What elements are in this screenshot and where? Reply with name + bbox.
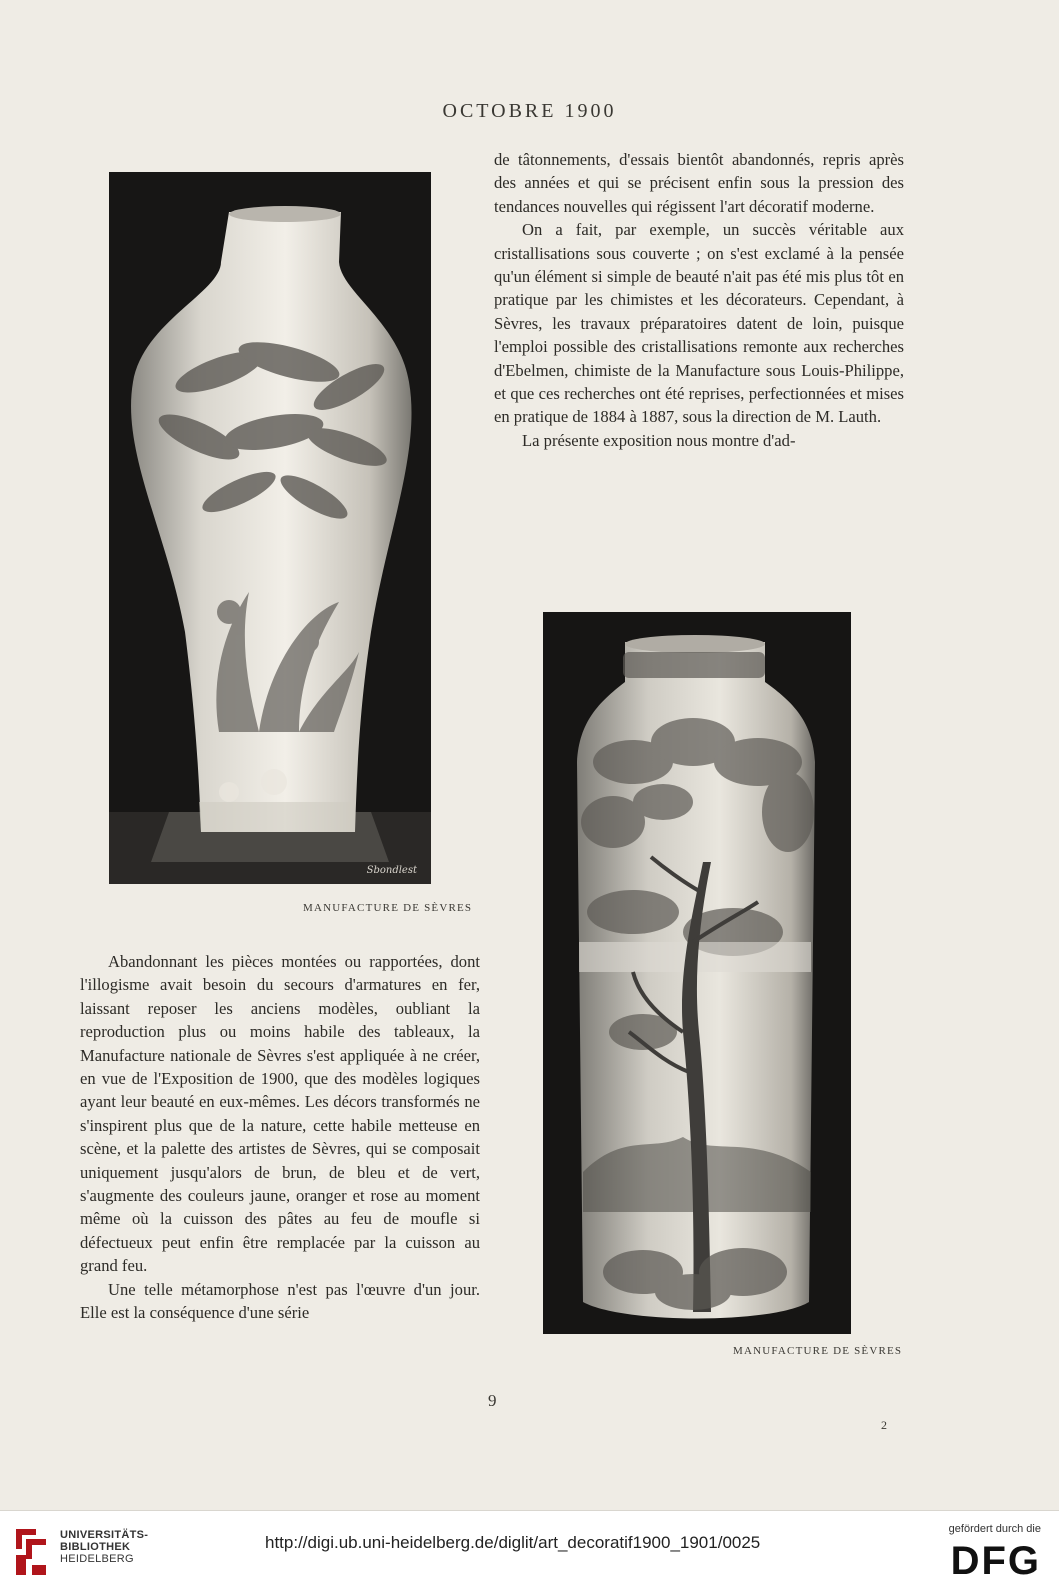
library-line: HEIDELBERG [60,1553,134,1565]
dfg-logo: DFG [950,1539,1041,1583]
library-line: BIBLIOTHEK [60,1541,131,1553]
running-head: OCTOBRE 1900 [442,100,617,122]
paragraph: Une telle métamorphose n'est pas l'œuvre d'un jour. Elle est la conséquence d'une série [80,1279,480,1323]
vase-pine-image [543,612,851,1334]
library-line: UNIVERSITÄTS- [60,1529,149,1541]
text-column-right-top [494,148,904,452]
vase-birds-image [109,172,431,884]
text-column-left-bottom [80,950,480,1325]
paragraph: La présente exposition nous montre d'ad- [522,430,796,450]
signature-mark: 2 [881,1418,887,1432]
vase-plate-birds [109,172,431,884]
vase-plate-pine [543,612,851,1334]
digitization-footer [0,1510,1059,1593]
paragraph: de tâtonnements, d'essais bientôt abandonnés, repris après des années et qui se précisent enfin sous la pression des tendances nouvelles qui régissent l'art décoratif moderne. [494,150,904,216]
paragraph: On a fait, par exemple, un succès véritable aux cristallisations sous couverte ; on s'est exclamé à la pensée qu'un élément si simple de beauté n'ait pas été mis plus tôt en pratique par les chimistes et les décorateurs. Cependant, à Sèvres, les travaux préparatoires datent de loin, puisque l'emploi possible des cristallisations remonte aux recherches d'Ebelmen, chimiste de la Manufacture sous Louis-Philippe, et que ces recherches ont été reprises, perfectionnées et mises en pratique de 1884 à 1887, sous la direction de M. Lauth. [494,220,904,427]
library-name [60,1529,148,1565]
page-number: 9 [488,1391,497,1410]
permalink-url[interactable]: http://digi.ub.uni-heidelberg.de/diglit/art_decoratif1900_1901/0025 [265,1533,761,1552]
university-library-logo-icon [12,1525,50,1579]
plate-caption-right: MANUFACTURE DE SÈVRES [733,1345,903,1357]
plate-caption-left: MANUFACTURE DE SÈVRES [303,902,473,914]
funding-label: gefördert durch die [948,1523,1041,1535]
engraver-signature: Sbondlest [366,865,417,876]
paragraph: Abandonnant les pièces montées ou rapportées, dont l'illogisme avait besoin du secours d'armatures en fer, laissant reposer les anciens modèles, oubliant la reproduction plus ou moins habile des tableaux, la Manufacture nationale de Sèvres s'est appliquée à ne créer, en vue de l'Exposition de 1900, que des modèles logiques ayant leur beauté en eux-mêmes. Les décors transformés ne s'inspirent plus que de la nature, cette habile metteuse en scène, et la palette des artistes de Sèvres, qui se composait uniquement jusqu'alors de brun, de bleu et de vert, s'augmente des couleurs jaune, oranger et rose au moment même où la cuisson des pâtes au feu de moufle si défectueux peut enfin être remplacée par la cuisson au grand feu. [80,952,480,1276]
